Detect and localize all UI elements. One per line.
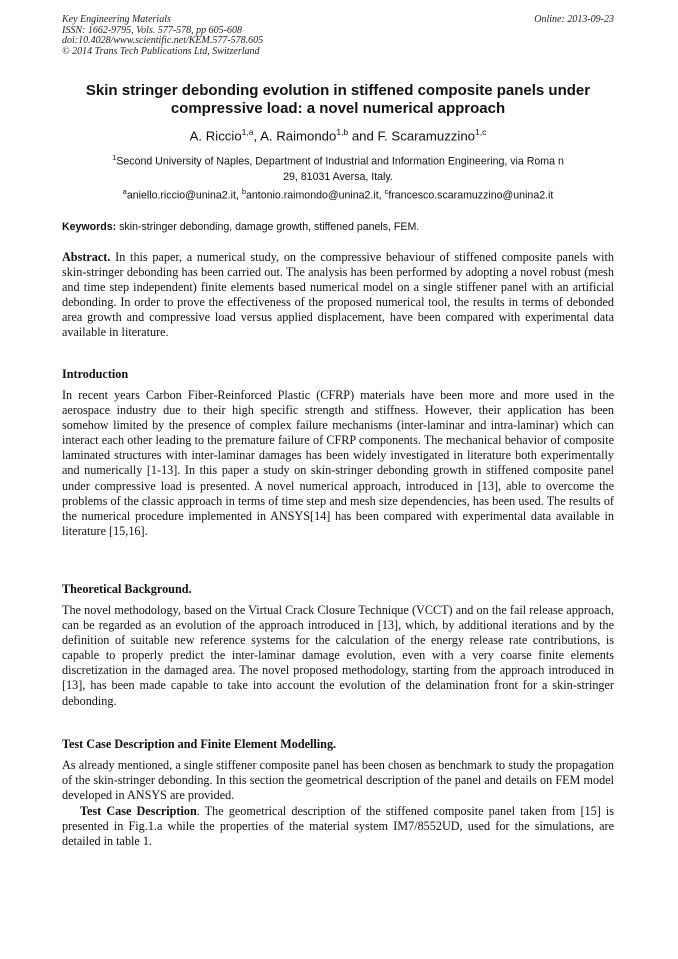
email-list	[62, 185, 614, 203]
introduction-body: In recent years Carbon Fiber-Reinforced Plastic (CFRP) materials have been more and more used in the aerospace industry due to their high specific strength and stiffness. However, their application has been somehow limited by the presence of complex failure mechanisms (inter-laminar and intra-laminar) which can interact each other leading to the premature failure of CFRP components. The mechanical behavior of composite laminated structures with inter-laminar damages has been widely investigated in literature both experimentally and numerically [1-13]. In this paper a study on skin-stringer debonding growth in stiffened composite panel under compressive load is presented. A novel numerical approach, introduced in [13], able to overcome the problems of the classic approach in terms of time step and mesh size dependencies, has been used. The results of the numerical procedure implemented in ANSYS[14] has been compared with experimental data available in literature [15,16].	[62, 388, 614, 538]
affiliation	[62, 150, 614, 185]
author-affil-mark: 1,a	[241, 127, 254, 137]
test-case-body: As already mentioned, a single stiffener composite panel has been chosen as benchmark to study the propagation of the skin-stringer debonding. In this section the geometrical description of the panel and details on FEM model developed in ANSYS are provided.	[62, 758, 614, 803]
online-date: Online: 2013-09-23	[534, 14, 614, 25]
issn-line: ISSN: 1662-9795, Vols. 577-578, pp 605-608	[62, 24, 242, 36]
abstract-text: In this paper, a numerical study, on the compressive behaviour of stiffened composite panels with skin-stringer debonding has been carried out. The analysis has been performed by adopting a novel robust (mesh and time step independent) finite elements based numerical model on a single stiffener panel with an artificial debonding. In order to prove the effectiveness of the proposed numerical tool, the results in terms of debonded area growth and compressive load versus applied displacement, have been compared with experimental data available in literature.	[62, 250, 614, 340]
journal-name: Key Engineering Materials	[62, 14, 171, 25]
author-separator: ,	[253, 128, 261, 144]
email-link[interactable]: aniello.riccio@unina2.it	[126, 189, 236, 202]
doi-link[interactable]: doi:10.4028/www.scientific.net/KEM.577-578.605	[62, 35, 264, 46]
subsection-label: Test Case Description	[80, 804, 197, 818]
affiliation-line: Second University of Naples, Department of Industrial and Information Engineering, via Roma n	[116, 155, 564, 168]
copyright-line: © 2014 Trans Tech Publications Ltd, Switzerland	[62, 45, 260, 57]
author-name: A. Riccio	[189, 128, 242, 144]
section-heading-test-case: Test Case Description and Finite Element Modelling.	[62, 737, 337, 751]
journal-header	[62, 15, 614, 57]
affiliation-mark: 1	[112, 153, 117, 162]
section-heading-introduction: Introduction	[62, 367, 129, 381]
doi-line[interactable]	[62, 36, 614, 47]
email-link[interactable]: antonio.raimondo@unina2.it	[246, 189, 379, 202]
keywords-text: skin-stringer debonding, damage growth, stiffened panels, FEM.	[116, 221, 420, 233]
email-separator: ,	[378, 189, 385, 202]
affiliation-line: 29, 81031 Aversa, Italy.	[283, 170, 393, 183]
abstract	[62, 250, 614, 341]
subsection-text: . The geometrical description of the stiffened composite panel taken from [15] is presented in Fig.1.a while the properties of the material system IM7/8552UD, used for the simulations, are detailed in table 1.	[62, 804, 614, 849]
email-mark: a	[122, 187, 127, 196]
abstract-label: Abstract.	[62, 250, 111, 264]
test-case-subsection	[62, 804, 614, 849]
author-list	[62, 124, 614, 144]
author-affil-mark: 1,b	[336, 127, 349, 137]
section-heading-theory: Theoretical Background.	[62, 582, 192, 596]
author-affil-mark: 1,c	[475, 127, 487, 137]
paper-title: Skin stringer debonding evolution in stiffened composite panels under compressive load: a novel numerical approach	[85, 82, 591, 117]
email-mark: b	[241, 187, 246, 196]
email-link[interactable]: francesco.scaramuzzino@unina2.it	[388, 189, 554, 202]
author-separator: and	[348, 128, 378, 144]
email-separator: ,	[235, 189, 242, 202]
keywords-label: Keywords:	[62, 221, 117, 233]
keywords	[62, 221, 614, 234]
author-name: A. Raimondo	[260, 128, 337, 144]
theory-body: The novel methodology, based on the Virtual Crack Closure Technique (VCCT) and on the fail release approach, can be regarded as an evolution of the approach introduced in [13], which, by additional iterations and by the definition of suitable new reference systems for the calculation of the energy release rate contributions, is capable to properly predict the inter-laminar damage evolution, even with a very coarse finite elements discretization in the damaged area. The novel proposed methodology, starting from the approach introduced in [13], has been made capable to take into account the evolution of the delamination front for a skin-stringer debonding.	[62, 603, 614, 708]
author-name: F. Scaramuzzino	[377, 128, 475, 144]
email-mark: c	[384, 187, 389, 196]
